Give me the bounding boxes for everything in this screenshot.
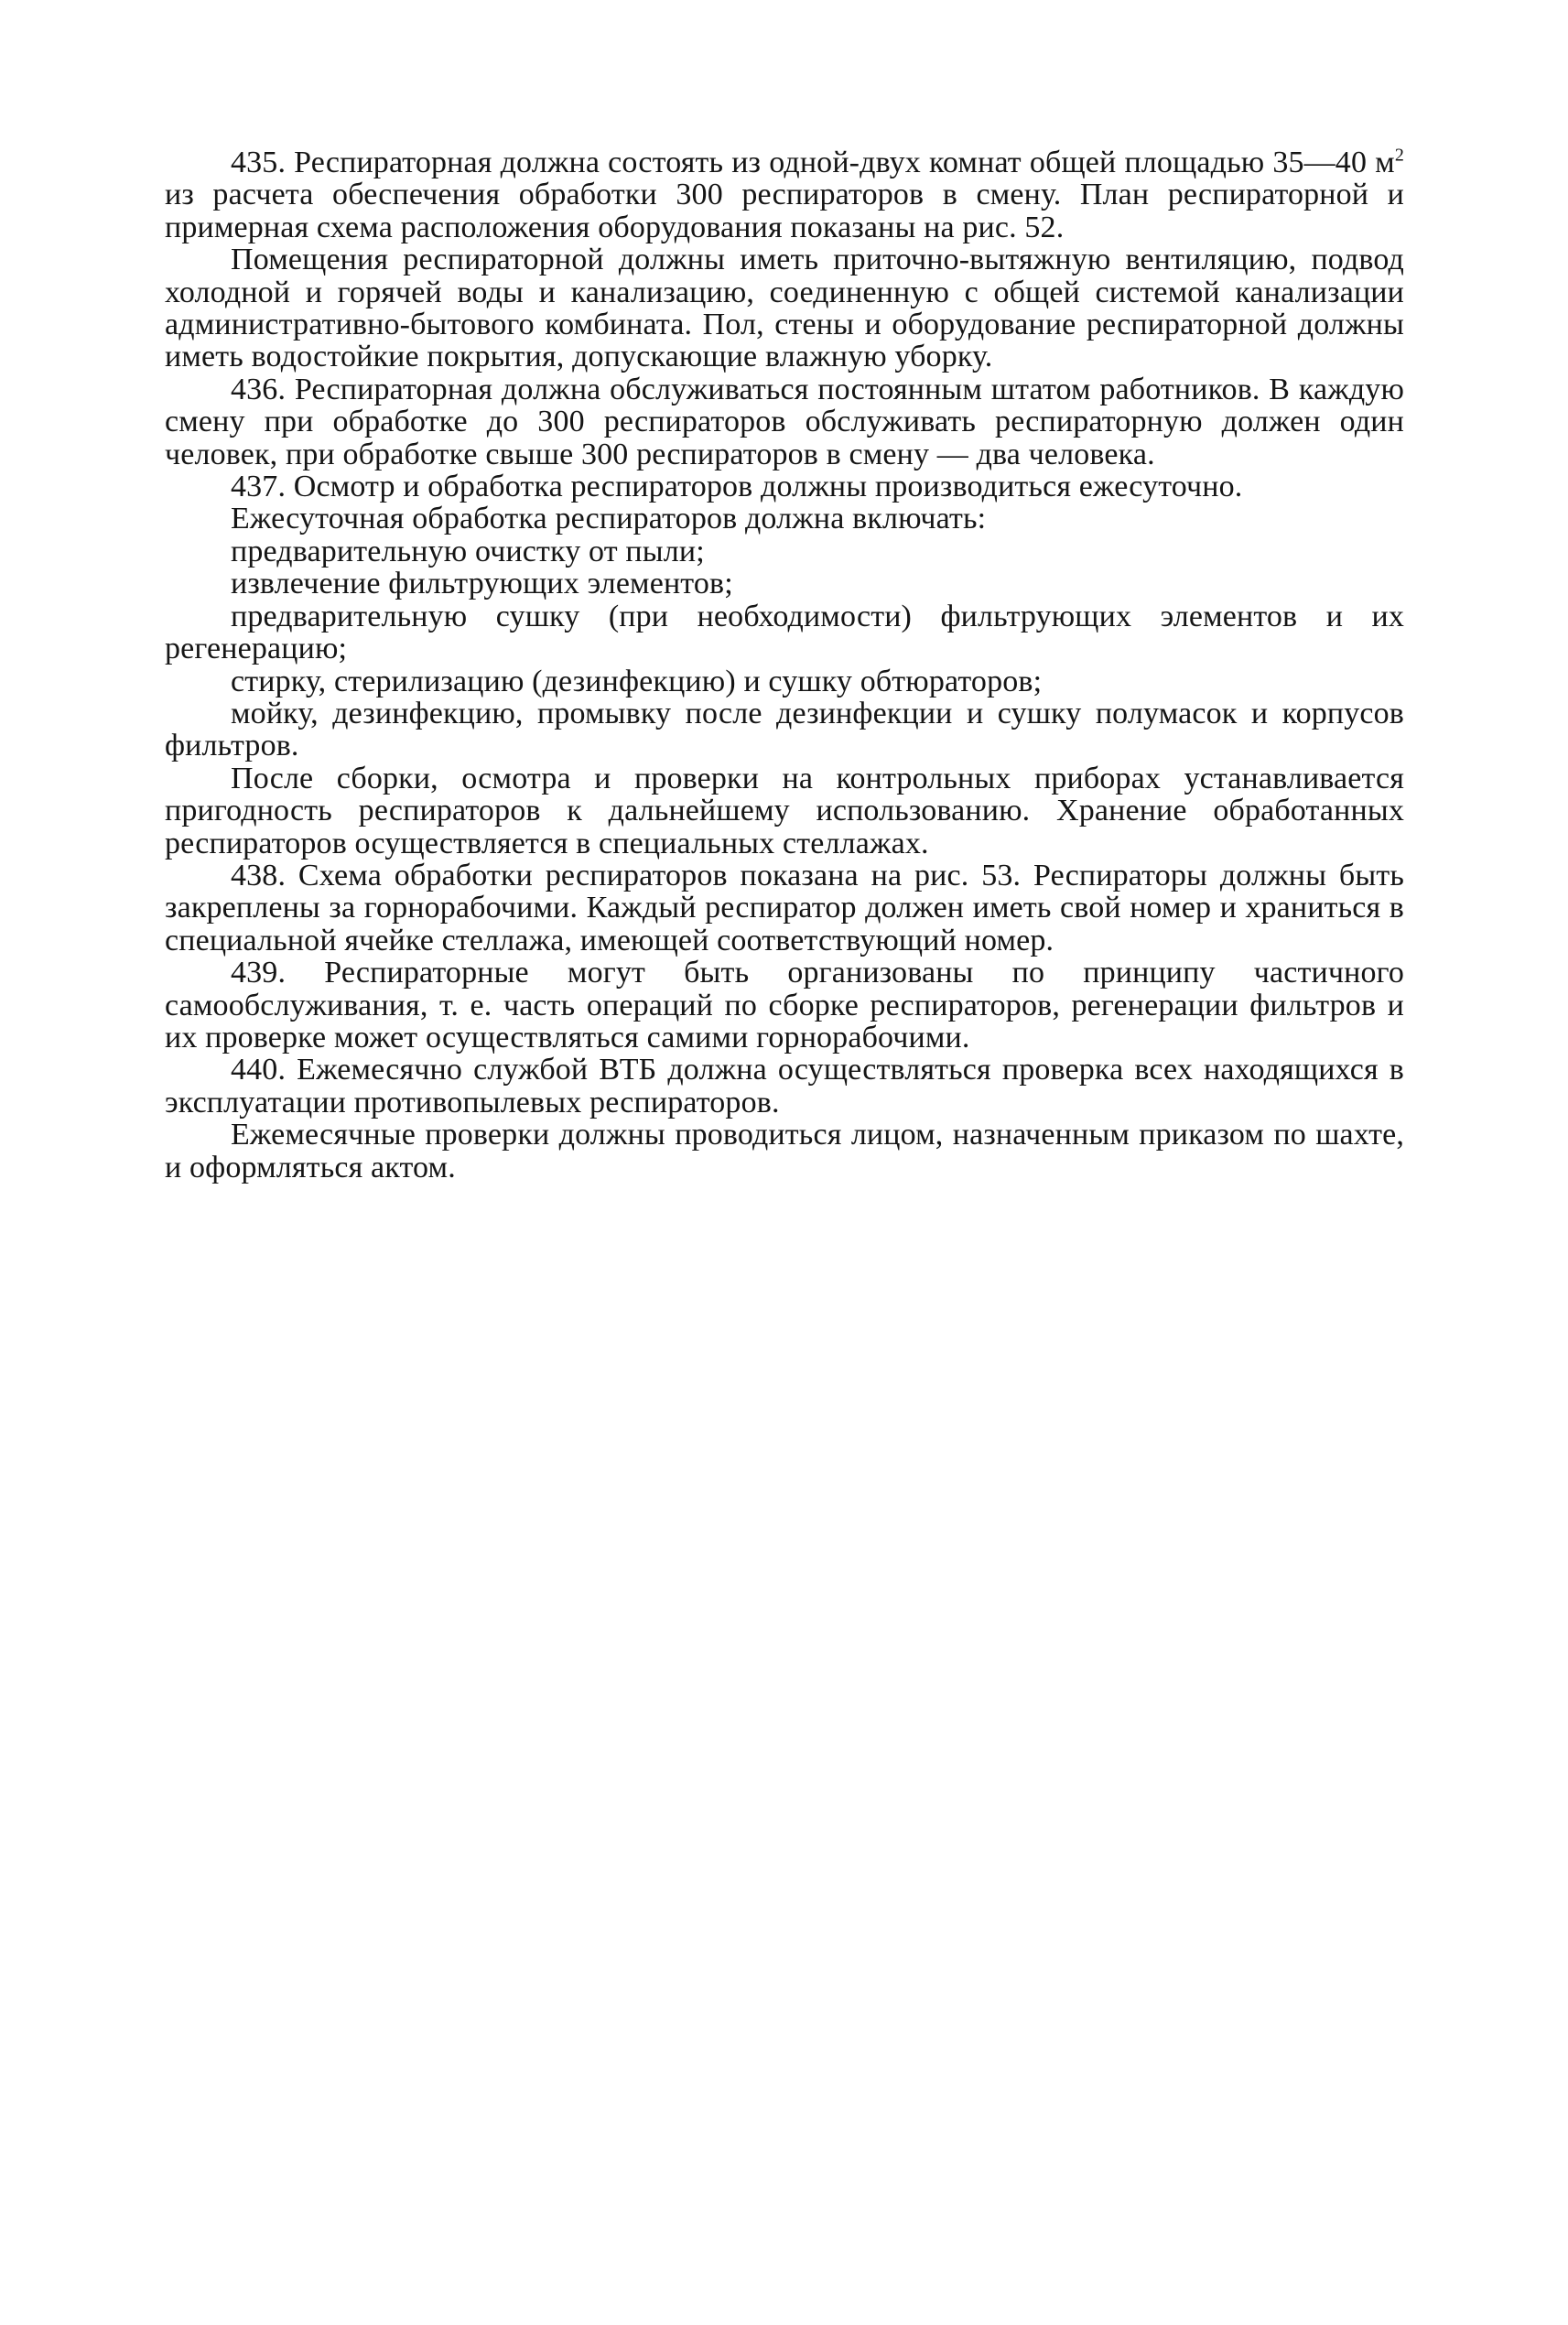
list-item-filter-drying: предварительную сушку (при необходимости) фильтрующих элементов и их регенерацию; (165, 599, 1404, 666)
paragraph-437-assembly: После сборки, осмотра и проверки на контрольных приборах устанавливается пригодность респираторов к дальнейшему использованию. Хранение обработанных респираторов осуществляется в специальных стеллажах. (165, 761, 1404, 860)
paragraph-435-text-start: 435. Респираторная должна состоять из одной-двух комнат общей площадью 35—40 м (231, 146, 1395, 179)
paragraph-437-intro: Ежесуточная обработка респираторов должна включать: (231, 502, 987, 536)
paragraph-440-inspections: Ежемесячные проверки должны проводиться лицом, назначенным приказом по шахте, и оформляться актом. (165, 1118, 1404, 1184)
paragraph-436: 436. Респираторная должна обслуживаться постоянным штатом работников. В каждую смену при обработке до 300 респираторов обслуживать респираторную должен один человек, при обработке свыше 300 респираторов в смену — два человека. (165, 372, 1404, 471)
list-item-halfmask-washing: мойку, дезинфекцию, промывку после дезинфекции и сушку полумасок и корпусов фильтров. (165, 696, 1404, 763)
list-item-obturator-washing: стирку, стерилизацию (дезинфекцию) и сушку обтюраторов; (231, 664, 1043, 698)
list-item-dust-cleaning: предварительную очистку от пыли; (231, 534, 705, 568)
paragraph-435-text-end: из расчета обеспечения обработки 300 респираторов в смену. План респираторной и примерная схема расположения оборудования показаны на рис. 52. (165, 178, 1404, 244)
square-meter-superscript: 2 (1394, 145, 1404, 166)
paragraph-439: 439. Респираторные могут быть организованы по принципу частичного самообслуживания, т. е. часть операций по сборке респираторов, регенерации фильтров и их проверке может осуществляться самими горнорабочими. (165, 956, 1404, 1054)
paragraph-438: 438. Схема обработки респираторов показана на рис. 53. Респираторы должны быть закреплены за горнорабочими. Каждый респиратор должен иметь свой номер и храниться в специальной ячейке стеллажа, имеющей соответствующий номер. (165, 858, 1404, 957)
paragraph-435-ventilation: Помещения респираторной должны иметь приточно-вытяжную вентиляцию, подвод холодной и горячей воды и канализацию, соединенную с общей системой канализации административно-бытового комбината. Пол, стены и оборудование респираторной должны иметь водостойкие покрытия, допускающие влажную уборку. (165, 243, 1404, 374)
paragraph-435 (165, 146, 1404, 243)
paragraph-440: 440. Ежемесячно службой ВТБ должна осуществляться проверка всех находящихся в эксплуатации противопылевых респираторов. (165, 1053, 1404, 1119)
paragraph-437: 437. Осмотр и обработка респираторов должны производиться ежесуточно. (231, 470, 1243, 504)
document-body (165, 146, 1404, 1184)
list-item-filter-removal: извлечение фильтрующих элементов; (231, 567, 733, 601)
